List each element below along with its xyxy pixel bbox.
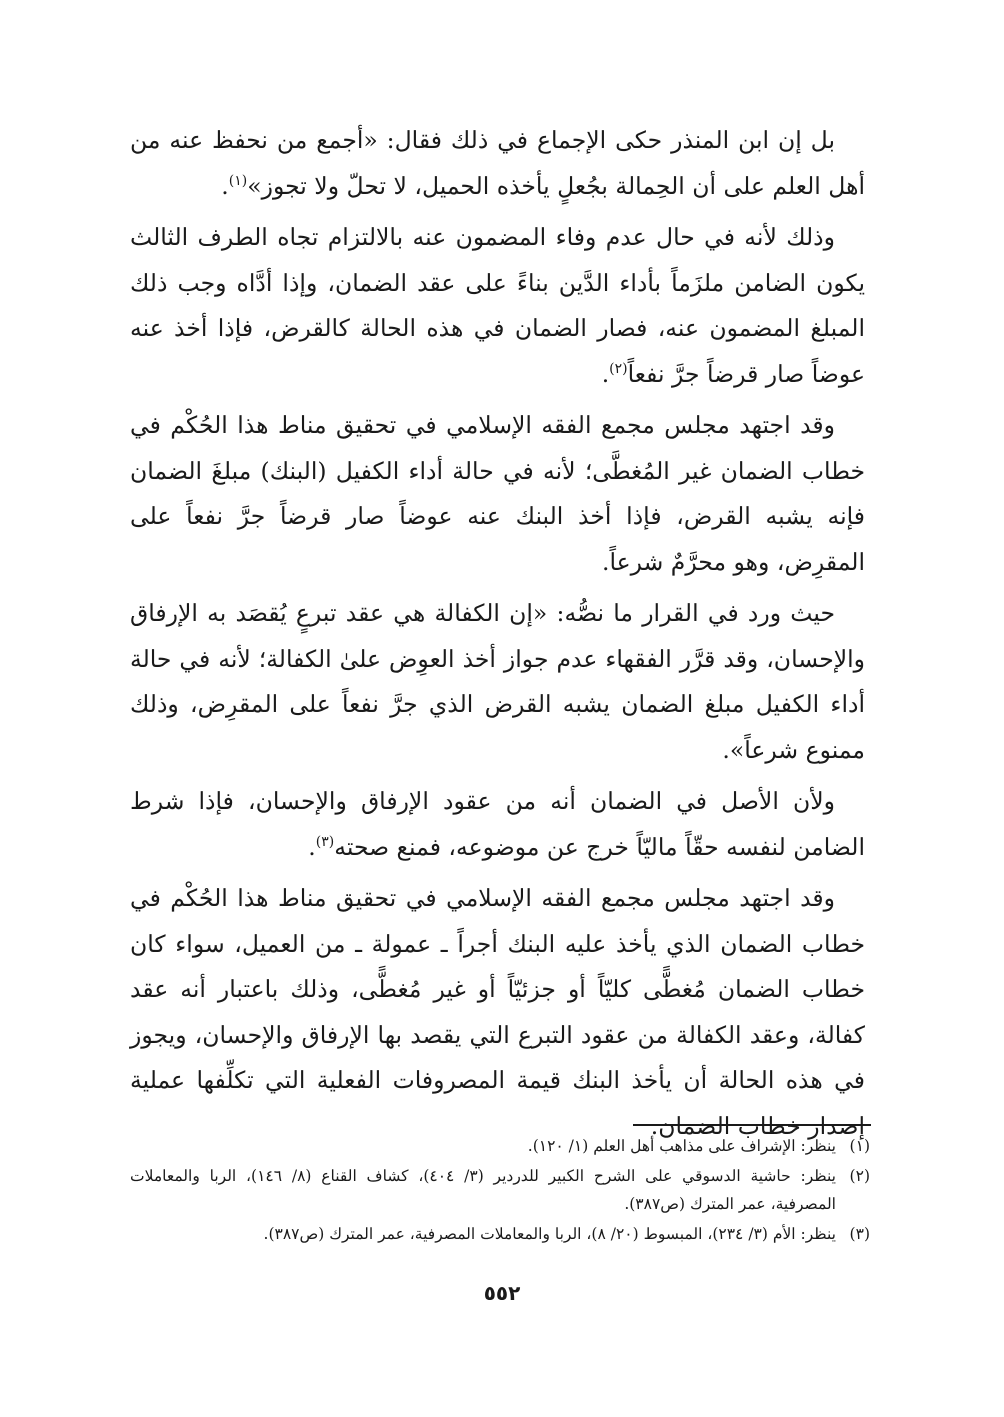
paragraph-3: وقد اجتهد مجلس مجمع الفقه الإسلامي في تحقيق مناط هذا الحُكْم في خطاب الضمان غير المُغطَّى؛ لأنه في حالة أداء الكفيل (البنك) مبلغَ الضمان فإنه يشبه القرض، فإذا أخذ البنك عنه عوضاً صار قرضاً جرَّ نفعاً على المقرِض، وهو محرَّمٌ شرعاً. — [130, 411, 865, 576]
page-number: ٥٥٢ — [483, 1281, 521, 1305]
paragraph-5: ولأن الأصل في الضمان أنه من عقود الإرفاق والإحسان، فإذا شرط الضامن لنفسه حقّاً ماليّاً خرج عن موضوعه، فمنع صحته$^{(٣)}$. — [130, 787, 865, 861]
footnote-ref-1: (١) — [228, 172, 248, 189]
footnote-number: (٢) — [849, 1167, 870, 1185]
footnote-separator — [633, 1124, 871, 1126]
paragraph-1: بل إن ابن المنذر حكى الإجماع في ذلك فقال: «أجمع من نحفظ عنه من أهل العلم على أن الحِمالة بجُعلٍ يأخذه الحميل، لا تحلّ ولا تجوز»$^{(١)}$. — [130, 126, 865, 200]
footnote-2 — [130, 1162, 870, 1218]
footnote-1 — [130, 1132, 870, 1160]
paragraph-2: وذلك لأنه في حال عدم وفاء المضمون عنه بالالتزام تجاه الطرف الثالث يكون الضامن ملزَماً بأداء الدَّين بناءً على عقد الضمان، وإذا أدَّاه وجب ذلك المبلغ المضمون عنه، فصار الضمان في هذه الحالة كالقرض، فإذا أخذ عنه عوضاً صار قرضاً جرَّ نفعاً$^{(٢)}$. — [130, 223, 865, 388]
footnotes — [130, 1132, 870, 1250]
footnote-text: ينظر: الأم (٣/ ٢٣٤)، المبسوط (٢٠/ ٨)، الربا والمعاملات المصرفية، عمر المترك (ص٣٨٧). — [263, 1225, 836, 1243]
footnote-text: ينظر: الإشراف على مذاهب أهل العلم (١/ ١٢٠). — [527, 1137, 836, 1155]
paragraph-4: حيث ورد في القرار ما نصُّه: «إن الكفالة هي عقد تبرعٍ يُقصَد به الإرفاق والإحسان، وقد قرَّر الفقهاء عدم جواز أخذ العوِض علىٰ الكفالة؛ لأنه في حالة أداء الكفيل مبلغ الضمان يشبه القرض الذي جرَّ نفعاً على المقرِض، وذلك ممنوع شرعاً». — [130, 599, 865, 764]
footnote-number: (١) — [849, 1137, 870, 1155]
paragraph-6: وقد اجتهد مجلس مجمع الفقه الإسلامي في تحقيق مناط هذا الحُكْم في خطاب الضمان الذي يأخذ عليه البنك أجراً ـ عمولة ـ من العميل، سواء كان خطاب الضمان مُغطًّى كليّاً أو جزئيّاً أو غير مُغطًّى، وذلك باعتبار أنه عقد كفالة، وعقد الكفالة من عقود التبرع التي يقصد بها الإرفاق والإحسان، ويجوز في هذه الحالة أن يأخذ البنك قيمة المصروفات الفعلية التي تكلِّفها عملية إصدار خطاب الضمان. — [130, 884, 865, 1140]
footnote-ref-3: (٣) — [315, 833, 335, 850]
footnote-text: ينظر: حاشية الدسوقي على الشرح الكبير للدردير (٣/ ٤٠٤)، كشاف القناع (٨/ ١٤٦)، الربا والمعاملات المصرفية، عمر المترك (ص٣٨٧). — [130, 1167, 836, 1213]
footnote-number: (٣) — [849, 1225, 870, 1243]
footnote-3 — [130, 1220, 870, 1248]
main-text — [130, 118, 865, 1155]
footnote-ref-2: (٢) — [609, 360, 628, 377]
